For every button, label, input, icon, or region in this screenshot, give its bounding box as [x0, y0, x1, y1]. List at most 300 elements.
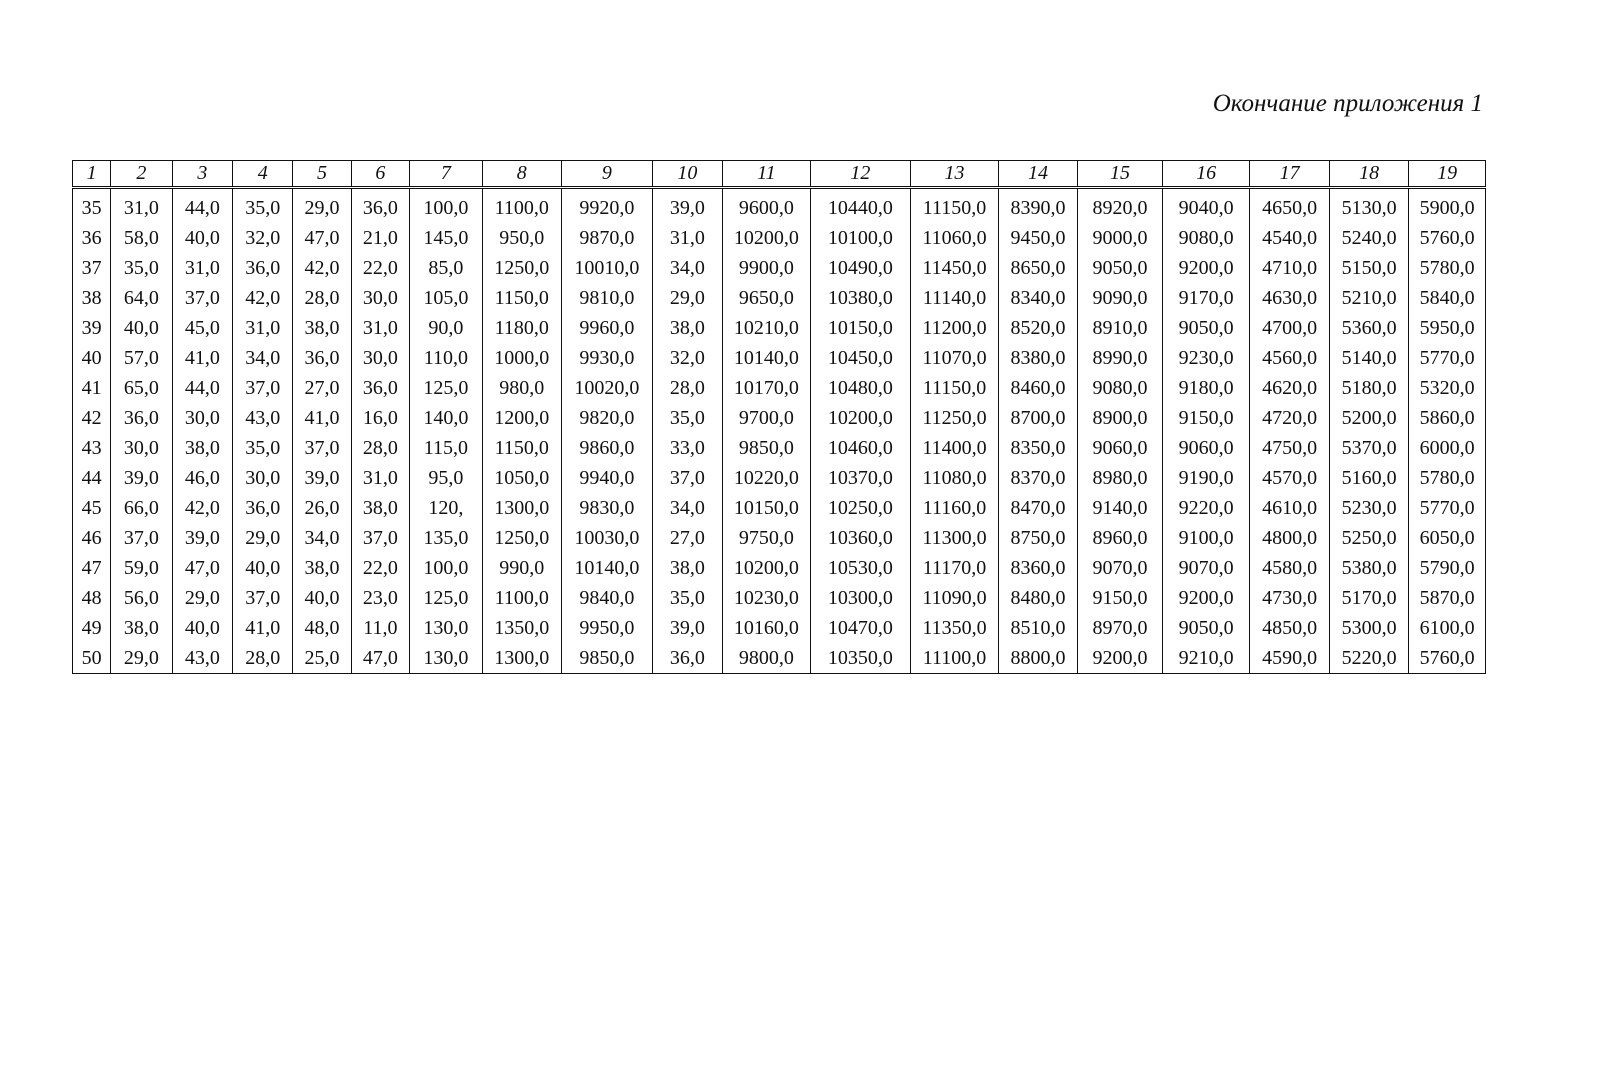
table-cell: 41,0	[293, 403, 351, 433]
table-cell: 11070,0	[911, 343, 999, 373]
table-cell: 8510,0	[998, 613, 1078, 643]
table-cell: 10380,0	[810, 283, 911, 313]
column-header: 9	[562, 161, 653, 188]
table-cell: 39,0	[652, 613, 722, 643]
table-cell: 10480,0	[810, 373, 911, 403]
table-cell: 5770,0	[1409, 493, 1486, 523]
table-cell: 9140,0	[1078, 493, 1163, 523]
table-cell: 9190,0	[1162, 463, 1250, 493]
table-cell: 5760,0	[1409, 223, 1486, 253]
table-cell: 100,0	[410, 553, 482, 583]
table-cell: 8340,0	[998, 283, 1078, 313]
table-cell: 4540,0	[1250, 223, 1330, 253]
table-row	[73, 253, 1486, 283]
table-cell: 31,0	[172, 253, 232, 283]
table-cell: 6100,0	[1409, 613, 1486, 643]
column-header: 19	[1409, 161, 1486, 188]
table-cell: 27,0	[293, 373, 351, 403]
table-cell: 9230,0	[1162, 343, 1250, 373]
table-row	[73, 583, 1486, 613]
table-cell: 38,0	[293, 313, 351, 343]
table-cell: 4750,0	[1250, 433, 1330, 463]
table-cell: 5150,0	[1329, 253, 1409, 283]
table-cell: 100,0	[410, 188, 482, 224]
table-cell: 8650,0	[998, 253, 1078, 283]
table-cell: 8470,0	[998, 493, 1078, 523]
table-cell: 10020,0	[562, 373, 653, 403]
table-cell: 30,0	[233, 463, 293, 493]
table-cell: 9220,0	[1162, 493, 1250, 523]
table-row	[73, 343, 1486, 373]
table-cell: 1150,0	[482, 283, 562, 313]
table-row	[73, 433, 1486, 463]
table-cell: 4580,0	[1250, 553, 1330, 583]
appendix-caption: Окончание приложения 1	[1212, 90, 1483, 117]
table-cell: 10210,0	[723, 313, 811, 343]
table-cell: 35,0	[233, 188, 293, 224]
table-cell: 8990,0	[1078, 343, 1163, 373]
table-cell: 6000,0	[1409, 433, 1486, 463]
table-cell: 1100,0	[482, 583, 562, 613]
table-cell: 48,0	[293, 613, 351, 643]
table-cell: 4650,0	[1250, 188, 1330, 224]
table-cell: 9200,0	[1078, 643, 1163, 674]
table-cell: 145,0	[410, 223, 482, 253]
table-cell: 9860,0	[562, 433, 653, 463]
table-cell: 9850,0	[562, 643, 653, 674]
table-cell: 5230,0	[1329, 493, 1409, 523]
table-cell: 40,0	[172, 223, 232, 253]
row-number-cell: 49	[73, 613, 111, 643]
table-cell: 36,0	[111, 403, 172, 433]
table-cell: 4730,0	[1250, 583, 1330, 613]
table-cell: 5300,0	[1329, 613, 1409, 643]
table-row	[73, 373, 1486, 403]
table-cell: 8800,0	[998, 643, 1078, 674]
table-cell: 36,0	[351, 188, 409, 224]
table-cell: 5370,0	[1329, 433, 1409, 463]
table-cell: 85,0	[410, 253, 482, 283]
table-cell: 5320,0	[1409, 373, 1486, 403]
table-cell: 1050,0	[482, 463, 562, 493]
table-cell: 30,0	[351, 343, 409, 373]
row-number-cell: 36	[73, 223, 111, 253]
table-cell: 135,0	[410, 523, 482, 553]
table-cell: 28,0	[351, 433, 409, 463]
appendix-data-table	[72, 160, 1486, 674]
table-cell: 110,0	[410, 343, 482, 373]
table-cell: 125,0	[410, 373, 482, 403]
table-cell: 11450,0	[911, 253, 999, 283]
table-cell: 29,0	[233, 523, 293, 553]
table-cell: 9050,0	[1162, 313, 1250, 343]
table-cell: 10220,0	[723, 463, 811, 493]
table-cell: 43,0	[233, 403, 293, 433]
table-cell: 10010,0	[562, 253, 653, 283]
table-cell: 8970,0	[1078, 613, 1163, 643]
table-cell: 10100,0	[810, 223, 911, 253]
table-cell: 41,0	[172, 343, 232, 373]
table-cell: 37,0	[111, 523, 172, 553]
table-cell: 11170,0	[911, 553, 999, 583]
table-cell: 10150,0	[723, 493, 811, 523]
table-cell: 5870,0	[1409, 583, 1486, 613]
table-cell: 36,0	[652, 643, 722, 674]
column-header: 6	[351, 161, 409, 188]
table-cell: 34,0	[293, 523, 351, 553]
table-cell: 9450,0	[998, 223, 1078, 253]
column-header: 5	[293, 161, 351, 188]
table-cell: 980,0	[482, 373, 562, 403]
table-cell: 6050,0	[1409, 523, 1486, 553]
table-cell: 8390,0	[998, 188, 1078, 224]
table-row	[73, 553, 1486, 583]
table-cell: 36,0	[351, 373, 409, 403]
table-cell: 9820,0	[562, 403, 653, 433]
table-cell: 38,0	[652, 313, 722, 343]
table-cell: 9080,0	[1162, 223, 1250, 253]
table-cell: 37,0	[233, 583, 293, 613]
table-cell: 125,0	[410, 583, 482, 613]
table-row	[73, 493, 1486, 523]
table-cell: 5770,0	[1409, 343, 1486, 373]
table-row	[73, 523, 1486, 553]
table-cell: 9200,0	[1162, 253, 1250, 283]
table-cell: 47,0	[172, 553, 232, 583]
table-cell: 34,0	[652, 253, 722, 283]
table-cell: 40,0	[233, 553, 293, 583]
table-cell: 5780,0	[1409, 463, 1486, 493]
table-cell: 34,0	[652, 493, 722, 523]
table-cell: 9170,0	[1162, 283, 1250, 313]
table-cell: 4560,0	[1250, 343, 1330, 373]
table-cell: 38,0	[652, 553, 722, 583]
table-cell: 5250,0	[1329, 523, 1409, 553]
table-cell: 950,0	[482, 223, 562, 253]
table-cell: 990,0	[482, 553, 562, 583]
table-cell: 42,0	[233, 283, 293, 313]
table-cell: 1300,0	[482, 493, 562, 523]
table-body	[73, 188, 1486, 674]
table-cell: 30,0	[111, 433, 172, 463]
table-cell: 5900,0	[1409, 188, 1486, 224]
table-cell: 33,0	[652, 433, 722, 463]
column-header: 8	[482, 161, 562, 188]
table-cell: 37,0	[172, 283, 232, 313]
table-cell: 9150,0	[1162, 403, 1250, 433]
table-cell: 10200,0	[723, 553, 811, 583]
table-cell: 8350,0	[998, 433, 1078, 463]
table-cell: 31,0	[351, 313, 409, 343]
table-cell: 31,0	[652, 223, 722, 253]
table-cell: 30,0	[172, 403, 232, 433]
table-cell: 5160,0	[1329, 463, 1409, 493]
table-cell: 10170,0	[723, 373, 811, 403]
table-cell: 4720,0	[1250, 403, 1330, 433]
table-cell: 47,0	[351, 643, 409, 674]
table-cell: 29,0	[111, 643, 172, 674]
column-header: 1	[73, 161, 111, 188]
row-number-cell: 39	[73, 313, 111, 343]
table-row	[73, 463, 1486, 493]
table-cell: 11300,0	[911, 523, 999, 553]
table-cell: 44,0	[172, 373, 232, 403]
table-cell: 28,0	[233, 643, 293, 674]
table-cell: 10470,0	[810, 613, 911, 643]
table-cell: 9080,0	[1078, 373, 1163, 403]
table-cell: 10140,0	[562, 553, 653, 583]
table-cell: 4850,0	[1250, 613, 1330, 643]
table-cell: 10530,0	[810, 553, 911, 583]
table-cell: 1200,0	[482, 403, 562, 433]
row-number-cell: 46	[73, 523, 111, 553]
table-cell: 45,0	[172, 313, 232, 343]
table-cell: 29,0	[172, 583, 232, 613]
table-cell: 39,0	[172, 523, 232, 553]
table-cell: 64,0	[111, 283, 172, 313]
table-cell: 65,0	[111, 373, 172, 403]
table-cell: 11060,0	[911, 223, 999, 253]
table-cell: 43,0	[172, 643, 232, 674]
table-cell: 8480,0	[998, 583, 1078, 613]
table-cell: 66,0	[111, 493, 172, 523]
row-number-cell: 44	[73, 463, 111, 493]
table-cell: 9100,0	[1162, 523, 1250, 553]
table-cell: 9210,0	[1162, 643, 1250, 674]
row-number-cell: 50	[73, 643, 111, 674]
row-number-cell: 43	[73, 433, 111, 463]
table-cell: 9750,0	[723, 523, 811, 553]
column-header: 7	[410, 161, 482, 188]
table-cell: 8920,0	[1078, 188, 1163, 224]
table-cell: 36,0	[233, 253, 293, 283]
table-cell: 38,0	[293, 553, 351, 583]
table-cell: 130,0	[410, 613, 482, 643]
table-cell: 9200,0	[1162, 583, 1250, 613]
table-cell: 8460,0	[998, 373, 1078, 403]
table-cell: 10350,0	[810, 643, 911, 674]
table-cell: 4590,0	[1250, 643, 1330, 674]
row-number-cell: 41	[73, 373, 111, 403]
table-cell: 5140,0	[1329, 343, 1409, 373]
row-number-cell: 37	[73, 253, 111, 283]
table-cell: 10160,0	[723, 613, 811, 643]
table-cell: 10150,0	[810, 313, 911, 343]
table-cell: 8960,0	[1078, 523, 1163, 553]
table-cell: 9830,0	[562, 493, 653, 523]
table-cell: 30,0	[351, 283, 409, 313]
table-cell: 11090,0	[911, 583, 999, 613]
table-cell: 5860,0	[1409, 403, 1486, 433]
table-cell: 5210,0	[1329, 283, 1409, 313]
table-cell: 9850,0	[723, 433, 811, 463]
table-cell: 4700,0	[1250, 313, 1330, 343]
table-cell: 59,0	[111, 553, 172, 583]
table-cell: 38,0	[172, 433, 232, 463]
table-cell: 11140,0	[911, 283, 999, 313]
column-header: 4	[233, 161, 293, 188]
table-cell: 9870,0	[562, 223, 653, 253]
table-cell: 1100,0	[482, 188, 562, 224]
table-row	[73, 283, 1486, 313]
column-header: 16	[1162, 161, 1250, 188]
table-cell: 9070,0	[1162, 553, 1250, 583]
row-number-cell: 47	[73, 553, 111, 583]
table-cell: 9960,0	[562, 313, 653, 343]
column-header: 17	[1250, 161, 1330, 188]
table-cell: 8380,0	[998, 343, 1078, 373]
table-cell: 4710,0	[1250, 253, 1330, 283]
table-row	[73, 403, 1486, 433]
table-cell: 11150,0	[911, 188, 999, 224]
table-cell: 57,0	[111, 343, 172, 373]
table-cell: 31,0	[351, 463, 409, 493]
table-cell: 8700,0	[998, 403, 1078, 433]
table-cell: 31,0	[111, 188, 172, 224]
table-cell: 10030,0	[562, 523, 653, 553]
table-cell: 4630,0	[1250, 283, 1330, 313]
table-cell: 5360,0	[1329, 313, 1409, 343]
table-cell: 10230,0	[723, 583, 811, 613]
table-cell: 130,0	[410, 643, 482, 674]
table-cell: 39,0	[293, 463, 351, 493]
table-cell: 9090,0	[1078, 283, 1163, 313]
row-number-cell: 42	[73, 403, 111, 433]
table-cell: 41,0	[233, 613, 293, 643]
table-cell: 10140,0	[723, 343, 811, 373]
table-cell: 11200,0	[911, 313, 999, 343]
table-row	[73, 613, 1486, 643]
column-header: 12	[810, 161, 911, 188]
table-cell: 40,0	[172, 613, 232, 643]
table-cell: 9810,0	[562, 283, 653, 313]
table-cell: 39,0	[652, 188, 722, 224]
table-cell: 39,0	[111, 463, 172, 493]
table-cell: 46,0	[172, 463, 232, 493]
column-header: 3	[172, 161, 232, 188]
table-cell: 10460,0	[810, 433, 911, 463]
table-cell: 4800,0	[1250, 523, 1330, 553]
table-cell: 8370,0	[998, 463, 1078, 493]
table-cell: 9650,0	[723, 283, 811, 313]
table-cell: 23,0	[351, 583, 409, 613]
table-cell: 9070,0	[1078, 553, 1163, 583]
table-cell: 37,0	[233, 373, 293, 403]
header-row	[73, 161, 1486, 188]
table-cell: 95,0	[410, 463, 482, 493]
row-number-cell: 38	[73, 283, 111, 313]
table-cell: 10250,0	[810, 493, 911, 523]
table-cell: 22,0	[351, 553, 409, 583]
table-cell: 1180,0	[482, 313, 562, 343]
table-cell: 9180,0	[1162, 373, 1250, 403]
table-cell: 1000,0	[482, 343, 562, 373]
table-cell: 32,0	[652, 343, 722, 373]
table-cell: 120,	[410, 493, 482, 523]
table-cell: 27,0	[652, 523, 722, 553]
row-number-cell: 40	[73, 343, 111, 373]
table-cell: 1350,0	[482, 613, 562, 643]
table-cell: 16,0	[351, 403, 409, 433]
table-cell: 42,0	[293, 253, 351, 283]
table-cell: 5790,0	[1409, 553, 1486, 583]
table-cell: 9800,0	[723, 643, 811, 674]
table-cell: 40,0	[293, 583, 351, 613]
table-cell: 5220,0	[1329, 643, 1409, 674]
table-cell: 21,0	[351, 223, 409, 253]
table-cell: 42,0	[172, 493, 232, 523]
table-cell: 9920,0	[562, 188, 653, 224]
table-cell: 8360,0	[998, 553, 1078, 583]
table-cell: 9600,0	[723, 188, 811, 224]
table-cell: 37,0	[293, 433, 351, 463]
table-cell: 90,0	[410, 313, 482, 343]
table-cell: 36,0	[233, 493, 293, 523]
table-cell: 9700,0	[723, 403, 811, 433]
column-header: 2	[111, 161, 172, 188]
table-cell: 4620,0	[1250, 373, 1330, 403]
table-cell: 36,0	[293, 343, 351, 373]
table-cell: 5380,0	[1329, 553, 1409, 583]
table-cell: 9840,0	[562, 583, 653, 613]
table-cell: 4570,0	[1250, 463, 1330, 493]
table-cell: 8750,0	[998, 523, 1078, 553]
table-cell: 8900,0	[1078, 403, 1163, 433]
table-cell: 11350,0	[911, 613, 999, 643]
column-header: 15	[1078, 161, 1163, 188]
table-cell: 5780,0	[1409, 253, 1486, 283]
table-cell: 1150,0	[482, 433, 562, 463]
table-cell: 9000,0	[1078, 223, 1163, 253]
table-cell: 56,0	[111, 583, 172, 613]
table-cell: 35,0	[652, 403, 722, 433]
table-cell: 1250,0	[482, 523, 562, 553]
table-row	[73, 188, 1486, 224]
table-cell: 5950,0	[1409, 313, 1486, 343]
table-cell: 9050,0	[1162, 613, 1250, 643]
table-cell: 11080,0	[911, 463, 999, 493]
table-cell: 35,0	[111, 253, 172, 283]
table-cell: 8980,0	[1078, 463, 1163, 493]
table-cell: 40,0	[111, 313, 172, 343]
table-cell: 31,0	[233, 313, 293, 343]
table-cell: 10200,0	[810, 403, 911, 433]
table-cell: 35,0	[233, 433, 293, 463]
table-cell: 38,0	[351, 493, 409, 523]
table-cell: 140,0	[410, 403, 482, 433]
table-cell: 9940,0	[562, 463, 653, 493]
column-header: 14	[998, 161, 1078, 188]
table-cell: 35,0	[652, 583, 722, 613]
table-cell: 37,0	[351, 523, 409, 553]
table-cell: 37,0	[652, 463, 722, 493]
table-cell: 11,0	[351, 613, 409, 643]
column-header: 13	[911, 161, 999, 188]
row-number-cell: 48	[73, 583, 111, 613]
table-cell: 9040,0	[1162, 188, 1250, 224]
table-cell: 8520,0	[998, 313, 1078, 343]
table-cell: 10300,0	[810, 583, 911, 613]
table-row	[73, 313, 1486, 343]
table-cell: 4610,0	[1250, 493, 1330, 523]
table-cell: 10200,0	[723, 223, 811, 253]
table-cell: 10440,0	[810, 188, 911, 224]
table-cell: 10450,0	[810, 343, 911, 373]
table-cell: 32,0	[233, 223, 293, 253]
table-cell: 34,0	[233, 343, 293, 373]
table-cell: 9060,0	[1162, 433, 1250, 463]
table-cell: 22,0	[351, 253, 409, 283]
